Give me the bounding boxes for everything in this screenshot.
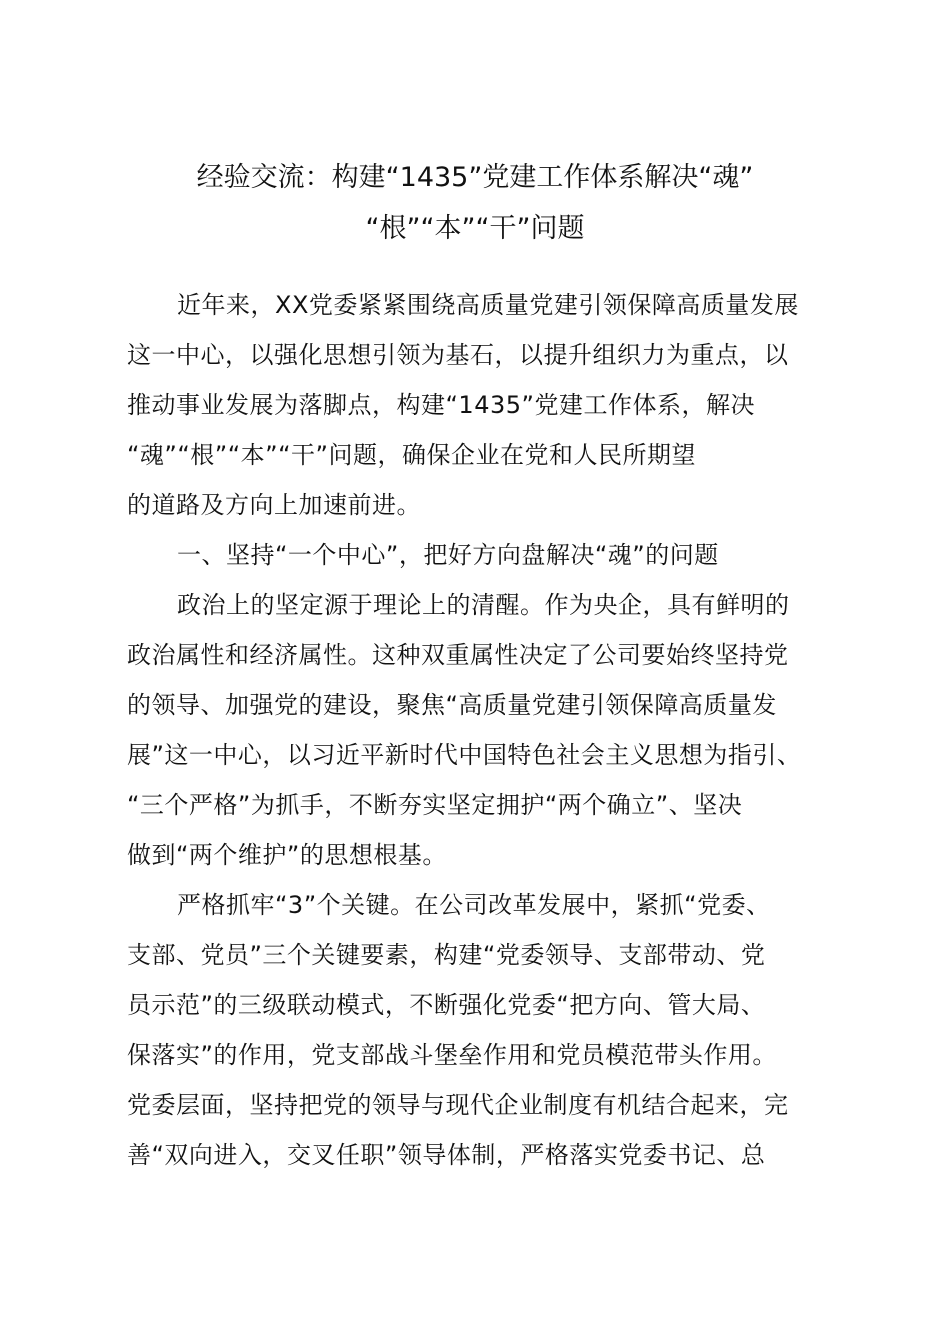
text-line: 员示范”的三级联动模式，不断强化党委“把方向、管大局、 <box>127 991 766 1019</box>
document-body <box>127 280 839 1180</box>
document-title-line-1: 经验交流：构建“1435”党建工作体系解决“魂” <box>196 162 754 193</box>
text-line: “三个严格”为抓手，不断夯实坚定拥护“两个确立”、坚决 <box>127 791 743 819</box>
text-line: 党委层面，坚持把党的领导与现代企业制度有机结合起来，完 <box>127 1091 789 1119</box>
text-line: 政治属性和经济属性。这种双重属性决定了公司要始终坚持党 <box>127 641 789 669</box>
text-line: 善“双向进入，交叉任职”领导体制，严格落实党委书记、总 <box>127 1141 766 1169</box>
text-line: 政治上的坚定源于理论上的清醒。作为央企，具有鲜明的 <box>177 591 790 619</box>
paragraph-intro <box>127 280 839 530</box>
text-line: 展”这一中心，以习近平新时代中国特色社会主义思想为指引、 <box>127 741 802 769</box>
text-line: 一、坚持“一个中心”，把好方向盘解决“魂”的问题 <box>177 541 719 569</box>
paragraph-key-points <box>127 880 839 1180</box>
section-heading-1 <box>127 530 839 580</box>
text-line: 的道路及方向上加速前进。 <box>127 491 421 519</box>
text-line: 支部、党员”三个关键要素，构建“党委领导、支部带动、党 <box>127 941 766 969</box>
text-line: 近年来，XX党委紧紧围绕高质量党建引领保障高质量发展 <box>177 291 799 319</box>
paragraph-section-1 <box>127 580 839 880</box>
text-line: 保落实”的作用，党支部战斗堡垒作用和党员模范带头作用。 <box>127 1041 777 1069</box>
text-line: “魂”“根”“本”“干”问题，确保企业在党和人民所期望 <box>127 441 696 469</box>
text-line: 做到“两个维护”的思想根基。 <box>127 841 447 869</box>
text-line: 严格抓牢“3”个关键。在公司改革发展中，紧抓“党委、 <box>177 891 771 919</box>
text-line: 的领导、加强党的建设，聚焦“高质量党建引领保障高质量发 <box>127 691 777 719</box>
document-title-line-2: “根”“本”“干”问题 <box>365 213 585 244</box>
text-line: 这一中心，以强化思想引领为基石，以提升组织力为重点，以 <box>127 341 789 369</box>
text-line: 推动事业发展为落脚点，构建“1435”党建工作体系，解决 <box>127 391 755 419</box>
